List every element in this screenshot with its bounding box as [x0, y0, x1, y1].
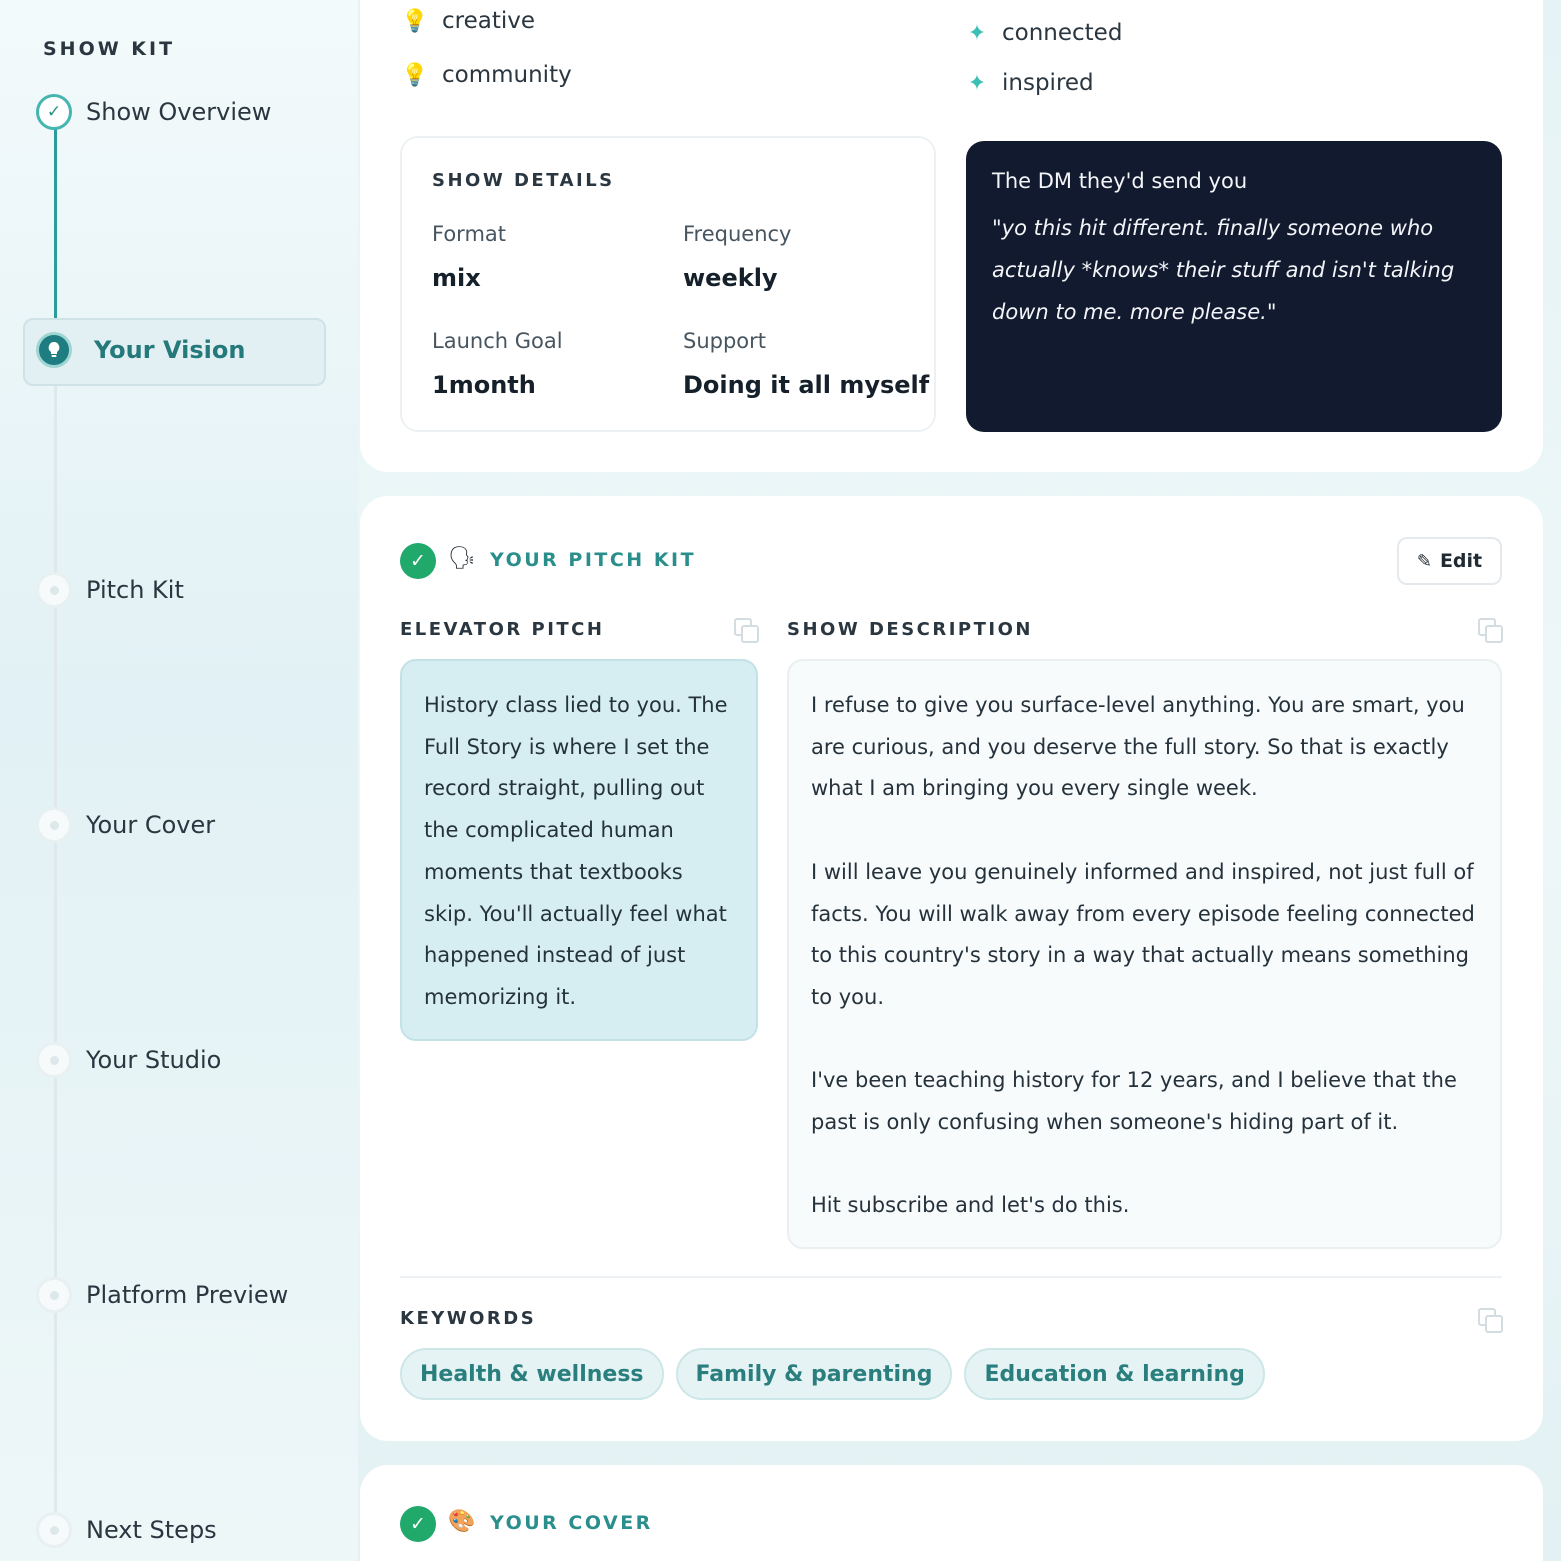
sidebar-step-platform-preview[interactable] — [36, 1277, 288, 1313]
sidebar-step-label: Next Steps — [86, 1516, 217, 1544]
sidebar-step-label: Show Overview — [86, 98, 272, 126]
edit-icon: ✎ — [1416, 550, 1432, 572]
value-item — [400, 62, 572, 88]
palette-icon: 🎨 — [448, 1509, 476, 1534]
keywords-label: KEYWORDS — [400, 1308, 537, 1329]
keyword-list — [400, 1348, 1265, 1400]
check-icon: ✓ — [36, 94, 72, 130]
lightbulb-icon — [36, 332, 72, 368]
check-icon: ✓ — [400, 543, 436, 579]
description-paragraph: I've been teaching history for 12 years, and I believe that the past is only confusing when someone's hiding part of it. — [811, 1068, 1457, 1134]
check-icon: ✓ — [400, 1506, 436, 1542]
pending-step-icon — [36, 1042, 72, 1078]
show-description-text — [787, 659, 1502, 1249]
lightbulb-icon: 💡 — [401, 8, 429, 34]
value-item — [400, 8, 535, 34]
dm-card — [966, 141, 1502, 432]
lightbulb-icon: 💡 — [401, 62, 429, 88]
sidebar-step-next-steps[interactable] — [36, 1512, 217, 1548]
description-paragraph: Hit subscribe and let's do this. — [811, 1193, 1130, 1218]
edit-button[interactable] — [1397, 537, 1502, 585]
sidebar-step-label: Pitch Kit — [86, 576, 184, 604]
launch-goal-label: Launch Goal — [432, 329, 563, 353]
copy-icon[interactable] — [1478, 618, 1500, 640]
show-description-label: SHOW DESCRIPTION — [787, 619, 1033, 640]
sidebar-step-label: Your Studio — [86, 1046, 222, 1074]
value-label: community — [442, 62, 572, 88]
sidebar-step-your-vision[interactable] — [36, 332, 245, 368]
keyword-chip[interactable]: Health & wellness — [400, 1348, 664, 1400]
speaking-head-icon: 🗣 — [448, 546, 476, 571]
show-details-title: SHOW DETAILS — [432, 170, 615, 191]
value-label: creative — [442, 8, 536, 34]
keyword-chip[interactable]: Family & parenting — [676, 1348, 953, 1400]
progress-rail-completed — [54, 112, 57, 352]
pending-step-icon — [36, 1512, 72, 1548]
frequency-label: Frequency — [683, 222, 792, 246]
keyword-chip[interactable]: Education & learning — [964, 1348, 1264, 1400]
show-details-panel — [400, 136, 936, 432]
elevator-pitch-label: ELEVATOR PITCH — [400, 619, 605, 640]
copy-icon[interactable] — [734, 618, 756, 640]
description-paragraph: I will leave you genuinely informed and inspired, not just full of facts. You will walk away from every episode feeling connected to this country's story in a way that actually means something to you. — [811, 859, 1475, 1009]
sidebar-step-label: Platform Preview — [86, 1281, 289, 1309]
feeling-item — [962, 70, 1094, 96]
frequency-value: weekly — [683, 264, 778, 292]
cover-title: YOUR COVER — [490, 1512, 653, 1534]
support-value: Doing it all myself — [683, 371, 930, 399]
section-divider — [400, 1276, 1502, 1278]
sidebar-step-show-overview[interactable] — [36, 94, 271, 130]
sidebar-step-label: Your Cover — [86, 811, 216, 839]
launch-goal-value: 1month — [432, 371, 536, 399]
feeling-item — [962, 20, 1122, 46]
feeling-label: inspired — [1002, 70, 1094, 96]
pending-step-icon — [36, 572, 72, 608]
support-label: Support — [683, 329, 767, 353]
copy-icon[interactable] — [1478, 1308, 1500, 1330]
sidebar-step-pitch-kit[interactable] — [36, 572, 184, 608]
pitch-kit-title: YOUR PITCH KIT — [490, 549, 697, 571]
edit-button-label: Edit — [1439, 550, 1483, 572]
dm-title: The DM they'd send you — [992, 169, 1248, 193]
feeling-label: connected — [1002, 20, 1123, 46]
format-label: Format — [432, 222, 507, 246]
sidebar-step-your-cover[interactable] — [36, 807, 215, 843]
description-paragraph: I refuse to give you surface-level anything. You are smart, you are curious, and you deserve the full story. So that is exactly what I am bringing you every single week. — [811, 693, 1465, 801]
sparkle-icon: ✦ — [967, 20, 987, 46]
sidebar — [0, 0, 358, 1561]
dm-quote: "yo this hit different. finally someone who actually *knows* their stuff and isn't talking down to me. more please." — [992, 216, 1455, 324]
elevator-pitch-text: History class lied to you. The Full Story is where I set the record straight, pulling out the complicated human moments that textbooks skip. You'll actually feel what happened instead of just memorizing it. — [400, 659, 758, 1041]
format-value: mix — [432, 264, 481, 292]
sidebar-step-your-studio[interactable] — [36, 1042, 221, 1078]
pending-step-icon — [36, 1277, 72, 1313]
sidebar-title: SHOW KIT — [43, 38, 176, 60]
sidebar-step-label: Your Vision — [94, 336, 246, 364]
sparkle-icon: ✦ — [967, 70, 987, 96]
pending-step-icon — [36, 807, 72, 843]
